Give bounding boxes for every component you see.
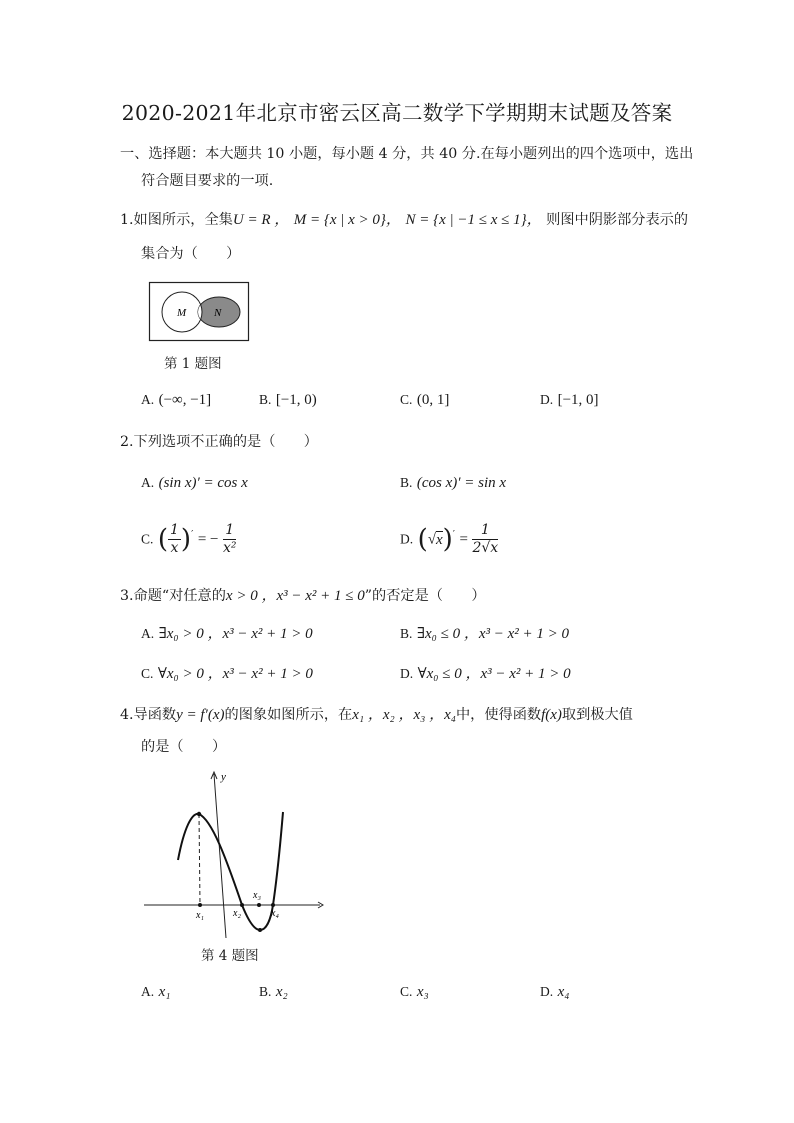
q2-option-a[interactable]: A. (sin x)′ = cos x <box>141 475 248 491</box>
q2-stem: 2.下列选项不正确的是（ ） <box>120 434 318 450</box>
q1-prefix: 1.如图所示，全集 <box>120 212 233 228</box>
y-axis-label: y <box>221 771 226 783</box>
dashed-guide <box>199 814 200 905</box>
q1-option-d[interactable]: D. [−1, 0] <box>540 392 599 408</box>
q1-set-n: N = {x | −1 ≤ x ≤ 1}， <box>405 212 542 228</box>
q1-option-c[interactable]: C. (0, 1] <box>400 392 450 408</box>
q4-figure-caption: 第 4 题图 <box>201 948 259 964</box>
q3-option-c[interactable]: C. ∀x₀ > 0 ，x³ − x² + 1 > 0 <box>141 666 313 682</box>
q3-option-a[interactable]: A. ∃x₀ > 0 ，x³ − x² + 1 > 0 <box>141 626 313 642</box>
q1-option-a[interactable]: A. (−∞, −1] <box>141 392 212 408</box>
q1-set-u: U = R ， <box>232 212 290 228</box>
label-x3: x₃ <box>253 890 261 901</box>
section-heading-line2: 符合题目要求的一项. <box>141 173 274 189</box>
q2-option-c[interactable]: C. ( $\frac{1}{x}$ )′ = − $\frac{1}{\text{x²}}$ <box>141 522 237 556</box>
q2-option-d[interactable]: D. (√x)′ = $\frac{1}{2√x}$ <box>400 522 499 556</box>
q4-stem-line2: 的是（ ） <box>141 739 227 755</box>
label-x2: x₂ <box>233 908 241 919</box>
section-heading-line1: 一、选择题：本大题共 10 小题，每小题 4 分，共 40 分.在每小题列出的四个选项中，选出 <box>120 146 694 162</box>
venn-label-n: N <box>214 307 222 319</box>
q2-option-b[interactable]: B. (cos x)′ = sin x <box>400 475 507 491</box>
q1-set-m: M = {x | x > 0}， <box>293 212 401 228</box>
q3-option-b[interactable]: B. ∃x₀ ≤ 0 ，x³ − x² + 1 > 0 <box>400 626 570 642</box>
label-x4: x₄ <box>271 908 279 919</box>
q1-option-b[interactable]: B. [−1, 0) <box>259 392 317 408</box>
q3-option-d[interactable]: D. ∀x₀ ≤ 0 ，x³ − x² + 1 > 0 <box>400 666 571 682</box>
q1-suffix: 则图中阴影部分表示的 <box>546 212 689 228</box>
q4-option-d[interactable]: D. x₄ <box>540 984 570 1000</box>
q4-option-a[interactable]: A. x₁ <box>141 984 171 1000</box>
derivative-curve <box>178 812 283 930</box>
q1-stem-line2: 集合为（ ） <box>141 246 241 262</box>
derivative-graph <box>140 768 330 940</box>
venn-diagram <box>148 281 252 343</box>
q4-option-c[interactable]: C. x₃ <box>400 984 429 1000</box>
venn-label-m: M <box>177 307 187 319</box>
label-x1: x₁ <box>196 910 204 921</box>
q3-stem: 3.命题“对任意的x > 0 ，x³ − x² + 1 ≤ 0”的否定是（ ） <box>120 588 486 604</box>
q1-stem-line1 <box>120 208 688 229</box>
q1-figure-caption: 第 1 题图 <box>164 356 222 372</box>
page-title: 2020-2021年北京市密云区高二数学下学期期末试题及答案 <box>121 101 673 125</box>
q4-option-b[interactable]: B. x₂ <box>259 984 288 1000</box>
q4-stem-line1: 4.导函数y = f′(x)的图象如图所示，在x₁ ，x₂ ，x₃ ，x₄中，使得函数f(x)取到极大值 <box>120 707 633 723</box>
